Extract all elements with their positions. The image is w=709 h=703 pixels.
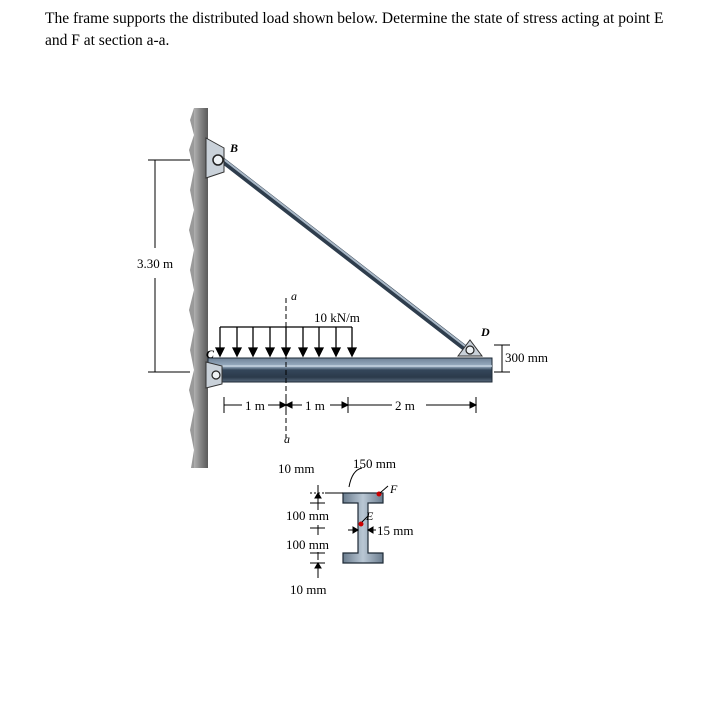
web-lower-label: 100 mm xyxy=(286,537,329,552)
pin-b xyxy=(206,138,224,178)
wall-support xyxy=(189,108,208,468)
pin-c xyxy=(206,362,222,388)
flange-thickness-label: 10 mm xyxy=(278,461,315,476)
dim-1m-a: 1 m xyxy=(245,398,265,413)
flange-width-label: 150 mm xyxy=(353,456,396,471)
label-d: D xyxy=(481,325,490,339)
height-label: 3.30 m xyxy=(137,256,174,271)
dim-2m: 2 m xyxy=(395,398,415,413)
load-label: 10 kN/m xyxy=(314,310,360,325)
bottom-flange-label: 10 mm xyxy=(290,582,327,597)
beam xyxy=(208,358,492,382)
section-a-bottom: a xyxy=(284,432,290,446)
label-e: E xyxy=(366,509,374,523)
web-thickness-label: 15 mm xyxy=(377,523,414,538)
label-f: F xyxy=(390,482,398,496)
beam-depth-label: 300 mm xyxy=(505,350,548,365)
label-c: C xyxy=(206,347,215,361)
dim-1m-b: 1 m xyxy=(305,398,325,413)
web-upper-label: 100 mm xyxy=(286,508,329,523)
point-e-marker xyxy=(359,522,364,527)
section-a-top: a xyxy=(291,289,297,303)
problem-statement: The frame supports the distributed load shown below. Determine the state of stress acting at point E and F at section a-a. xyxy=(45,10,664,49)
label-b: B xyxy=(230,141,239,155)
